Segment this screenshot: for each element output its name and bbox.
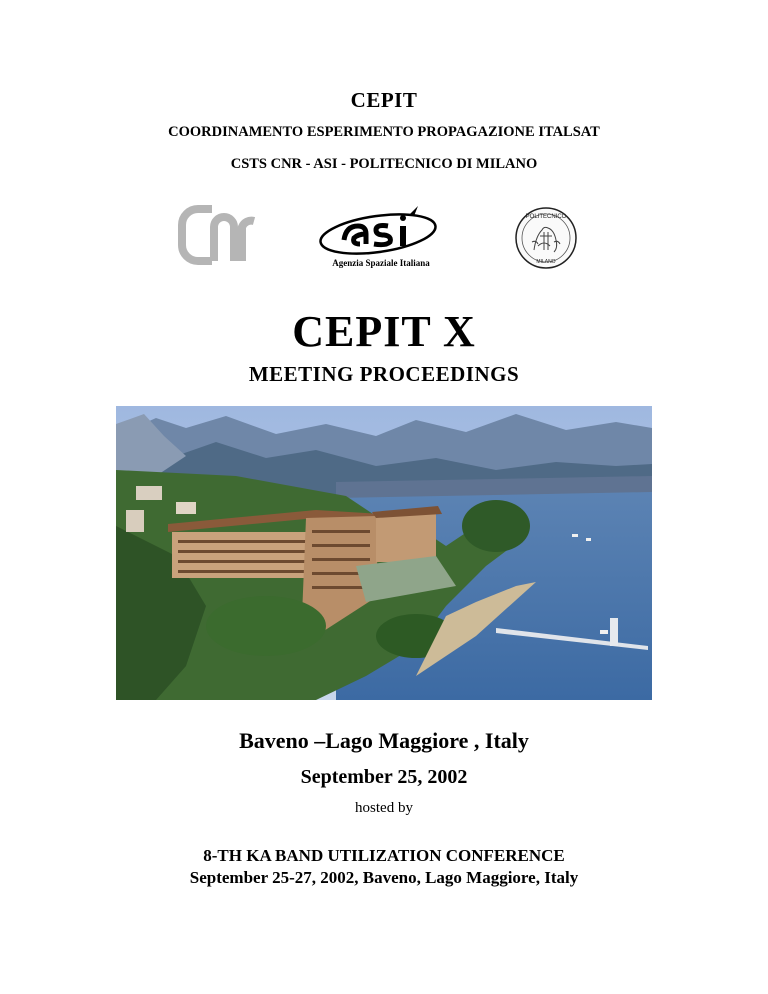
event-location: Baveno –Lago Maggiore , Italy (239, 728, 529, 753)
politecnico-seal-bottom-text: MILANO (536, 259, 556, 265)
lake-hotel-photo (116, 406, 652, 700)
asi-caption: Agenzia Spaziale Italiana (332, 258, 430, 268)
conference-name: 8-TH KA BAND UTILIZATION CONFERENCE (203, 846, 565, 865)
hosted-by-label: hosted by (355, 800, 413, 816)
conference-dates: September 25-27, 2002, Baveno, Lago Maggiore, Italy (189, 868, 579, 887)
event-date: September 25, 2002 (300, 766, 468, 788)
cnr-logo (178, 203, 258, 267)
main-title: CEPIT X (292, 307, 476, 356)
politecnico-seal-top-text: POLITECNICO (525, 214, 567, 220)
main-subtitle: MEETING PROCEEDINGS (248, 362, 520, 386)
politecnico-seal-logo (514, 206, 578, 270)
organization-title: CEPIT (350, 88, 418, 112)
organization-subtitle-1: COORDINAMENTO ESPERIMENTO PROPAGAZIONE ITALSAT (168, 124, 600, 140)
organization-subtitle-2: CSTS CNR - ASI - POLITECNICO DI MILANO (230, 156, 538, 172)
